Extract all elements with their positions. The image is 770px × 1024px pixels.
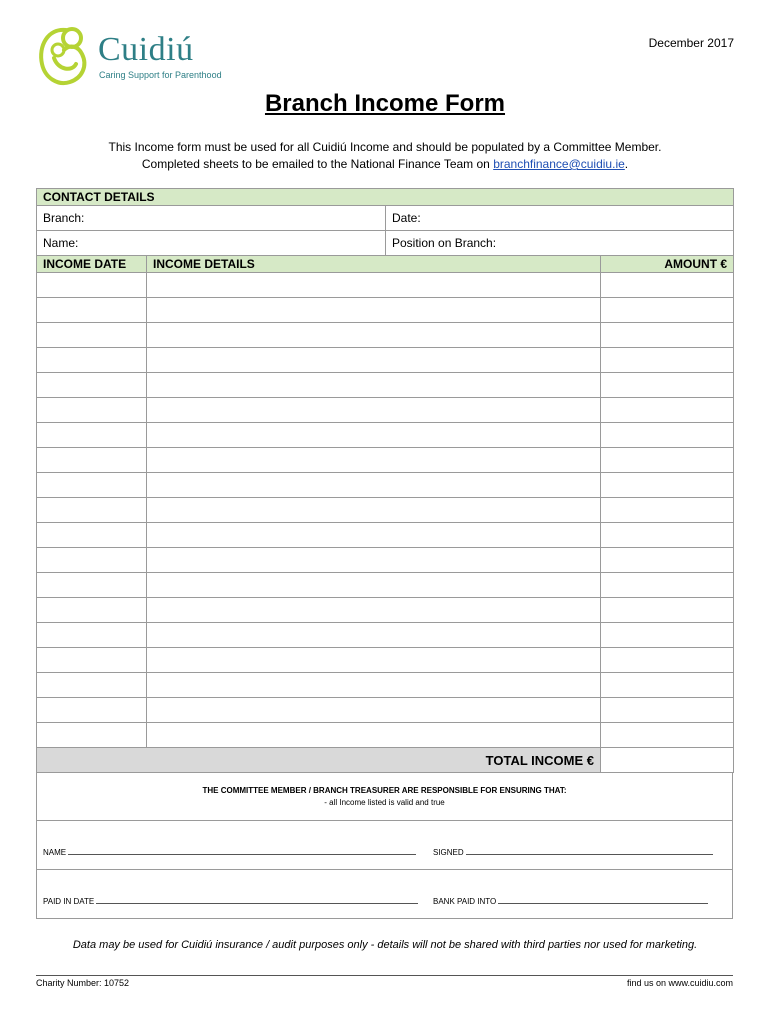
- income-date-cell[interactable]: [37, 548, 147, 573]
- income-row: [37, 348, 734, 373]
- intro-line-1: This Income form must be used for all Cuidiú Income and should be populated by a Committee Member.: [108, 140, 662, 154]
- website-link[interactable]: find us on www.cuidiu.com: [626, 978, 733, 988]
- intro-text: [0, 139, 770, 173]
- income-details-cell[interactable]: [147, 423, 601, 448]
- amount-cell[interactable]: [601, 598, 734, 623]
- income-date-cell[interactable]: [37, 448, 147, 473]
- footer-divider: [36, 975, 733, 976]
- income-date-cell[interactable]: [37, 573, 147, 598]
- income-details-cell[interactable]: [147, 573, 601, 598]
- income-rows: [37, 273, 734, 748]
- amount-cell[interactable]: [601, 373, 734, 398]
- income-details-cell[interactable]: [147, 673, 601, 698]
- name-line-label: NAME: [43, 848, 67, 857]
- form-table: [36, 188, 734, 773]
- income-row: [37, 623, 734, 648]
- signed-label: SIGNED: [433, 848, 464, 857]
- signature-row: [36, 821, 733, 870]
- amount-cell[interactable]: [601, 473, 734, 498]
- income-row: [37, 598, 734, 623]
- declaration-heading: THE COMMITTEE MEMBER / BRANCH TREASURER ARE RESPONSIBLE FOR ENSURING THAT:: [202, 786, 567, 795]
- income-form: [36, 188, 733, 919]
- income-date-header: INCOME DATE: [37, 256, 147, 273]
- amount-cell[interactable]: [601, 348, 734, 373]
- position-field[interactable]: [386, 231, 734, 256]
- income-date-cell[interactable]: [37, 723, 147, 748]
- logo-wordmark: Cuidiú: [98, 31, 194, 68]
- bank-paid-into-field[interactable]: [433, 895, 708, 906]
- income-date-cell[interactable]: [37, 298, 147, 323]
- amount-cell[interactable]: [601, 548, 734, 573]
- income-date-cell[interactable]: [37, 473, 147, 498]
- amount-cell[interactable]: [601, 723, 734, 748]
- income-details-cell[interactable]: [147, 523, 601, 548]
- income-row: [37, 323, 734, 348]
- paid-in-date-field[interactable]: [43, 895, 418, 906]
- income-row: [37, 498, 734, 523]
- name-signature-field[interactable]: [43, 846, 416, 857]
- payment-row: [36, 870, 733, 919]
- amount-cell[interactable]: [601, 498, 734, 523]
- amount-cell[interactable]: [601, 298, 734, 323]
- income-date-cell[interactable]: [37, 398, 147, 423]
- mother-child-logo-icon: [36, 24, 96, 90]
- income-row: [37, 523, 734, 548]
- amount-cell[interactable]: [601, 398, 734, 423]
- income-date-cell[interactable]: [37, 348, 147, 373]
- signed-field[interactable]: [433, 846, 713, 857]
- amount-cell[interactable]: [601, 698, 734, 723]
- income-details-cell[interactable]: [147, 298, 601, 323]
- name-line: [68, 846, 416, 855]
- income-date-cell[interactable]: [37, 648, 147, 673]
- income-details-header: INCOME DETAILS: [147, 256, 601, 273]
- income-date-cell[interactable]: [37, 373, 147, 398]
- paid-in-date-label: PAID IN DATE: [43, 897, 95, 906]
- income-row: [37, 548, 734, 573]
- income-details-cell[interactable]: [147, 723, 601, 748]
- income-details-cell[interactable]: [147, 473, 601, 498]
- amount-header: AMOUNT €: [601, 256, 734, 273]
- charity-number: Charity Number: 10752: [36, 978, 130, 988]
- finance-email-link[interactable]: branchfinance@cuidiu.ie: [493, 157, 625, 171]
- intro-line-2: [0, 156, 770, 173]
- branch-field[interactable]: [37, 206, 386, 231]
- income-details-cell[interactable]: [147, 273, 601, 298]
- position-label: Position on Branch:: [392, 236, 497, 250]
- amount-cell[interactable]: [601, 573, 734, 598]
- income-row: [37, 723, 734, 748]
- income-date-cell[interactable]: [37, 498, 147, 523]
- income-details-cell[interactable]: [147, 623, 601, 648]
- bank-paid-into-label: BANK PAID INTO: [433, 897, 497, 906]
- paid-in-date-line: [96, 895, 418, 904]
- declaration-box: [36, 773, 733, 821]
- amount-cell[interactable]: [601, 323, 734, 348]
- branch-label: Branch:: [43, 211, 85, 225]
- cuidiu-logo: [36, 24, 231, 94]
- total-income-label: TOTAL INCOME €: [37, 748, 601, 773]
- income-row: [37, 698, 734, 723]
- amount-cell[interactable]: [601, 423, 734, 448]
- income-details-cell[interactable]: [147, 373, 601, 398]
- income-date-cell[interactable]: [37, 623, 147, 648]
- amount-cell[interactable]: [601, 623, 734, 648]
- income-details-cell[interactable]: [147, 498, 601, 523]
- income-date-cell[interactable]: [37, 598, 147, 623]
- amount-cell[interactable]: [601, 673, 734, 698]
- income-row: [37, 373, 734, 398]
- income-row: [37, 423, 734, 448]
- income-row: [37, 573, 734, 598]
- income-date-cell[interactable]: [37, 323, 147, 348]
- income-date-cell[interactable]: [37, 423, 147, 448]
- income-details-cell[interactable]: [147, 398, 601, 423]
- document-date: December 2017: [648, 36, 734, 50]
- amount-cell[interactable]: [601, 448, 734, 473]
- income-details-cell[interactable]: [147, 323, 601, 348]
- amount-cell[interactable]: [601, 523, 734, 548]
- logo-tagline: Caring Support for Parenthood: [99, 70, 222, 80]
- income-row: [37, 398, 734, 423]
- income-row: [37, 473, 734, 498]
- page-title: Branch Income Form: [264, 90, 506, 117]
- income-row: [37, 448, 734, 473]
- income-row: [37, 298, 734, 323]
- amount-cell[interactable]: [601, 273, 734, 298]
- date-label: Date:: [392, 211, 421, 225]
- income-row: [37, 648, 734, 673]
- signed-line: [466, 846, 713, 855]
- intro-line-2-prefix: Completed sheets to be emailed to the National Finance Team on: [141, 157, 494, 171]
- income-details-cell[interactable]: [147, 698, 601, 723]
- income-details-cell[interactable]: [147, 348, 601, 373]
- name-field[interactable]: [37, 231, 386, 256]
- contact-details-heading: CONTACT DETAILS: [37, 189, 734, 206]
- income-date-cell[interactable]: [37, 673, 147, 698]
- income-date-cell[interactable]: [37, 698, 147, 723]
- income-details-cell[interactable]: [147, 448, 601, 473]
- date-field[interactable]: [386, 206, 734, 231]
- amount-cell[interactable]: [601, 648, 734, 673]
- income-details-cell[interactable]: [147, 648, 601, 673]
- income-details-cell[interactable]: [147, 548, 601, 573]
- income-details-cell[interactable]: [147, 598, 601, 623]
- total-income-field[interactable]: [601, 748, 734, 773]
- name-label: Name:: [43, 236, 79, 250]
- income-date-cell[interactable]: [37, 273, 147, 298]
- income-row: [37, 273, 734, 298]
- intro-line-2-suffix: .: [624, 157, 629, 171]
- income-date-cell[interactable]: [37, 523, 147, 548]
- bank-paid-into-line: [498, 895, 708, 904]
- data-disclaimer: Data may be used for Cuidiú insurance / audit purposes only - details will not be shared with third parties nor used for marketing.: [72, 939, 698, 951]
- income-row: [37, 673, 734, 698]
- declaration-item: - all Income listed is valid and true: [324, 798, 445, 807]
